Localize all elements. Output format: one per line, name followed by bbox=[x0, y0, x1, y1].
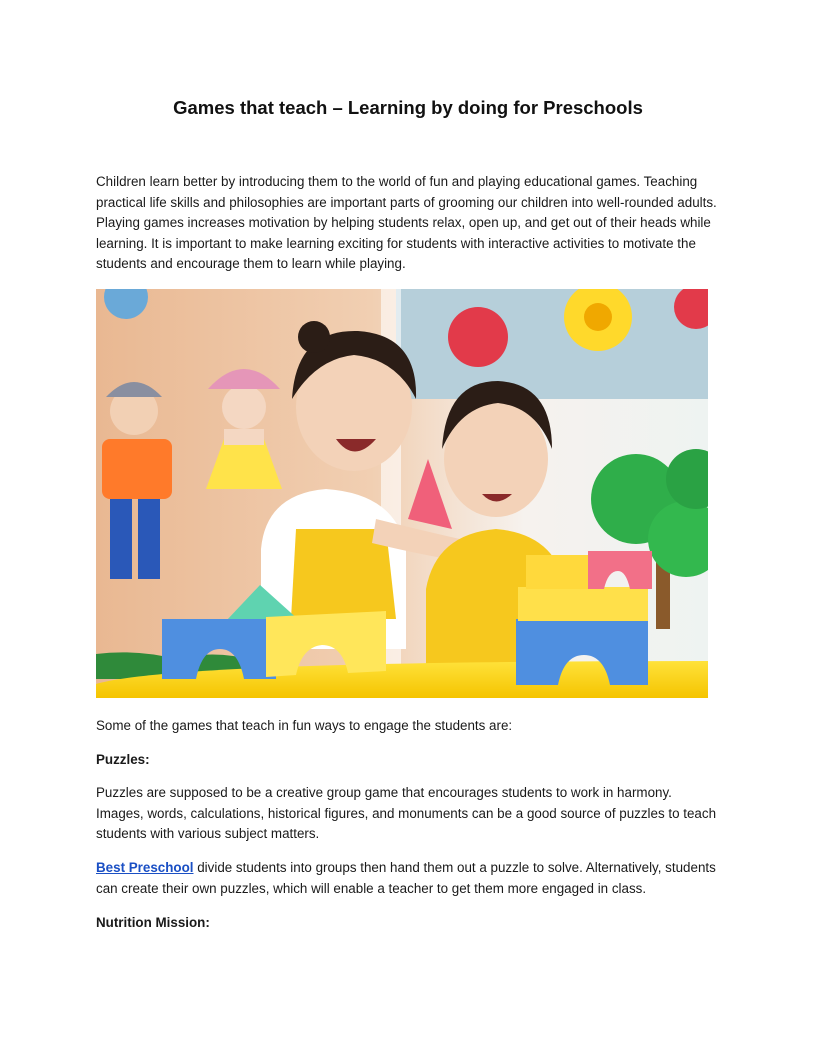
lead-in-text: Some of the games that teach in fun ways to engage the students are: bbox=[96, 718, 513, 733]
section-heading-nutrition-mission: Nutrition Mission: bbox=[96, 915, 210, 930]
intro-paragraph: Children learn better by introducing them to the world of fun and playing educational games. Teaching practical life skills and philosophies are important parts of grooming our children into well-rounded adults. Playing games increases motivation by helping students relax, open up, and get out of their heads while learning. It is important to make learning exciting for students with interactive activities to motivate the students and encourage them to learn while playing. bbox=[96, 174, 717, 272]
best-preschool-link[interactable]: Best Preschool bbox=[96, 860, 194, 875]
best-preschool-paragraph-rest: divide students into groups then hand them out a puzzle to solve. Alternatively, students can create their own puzzles, which will enable a teacher to get them more engaged in class. bbox=[96, 860, 716, 896]
puzzles-paragraph: Puzzles are supposed to be a creative group game that encourages students to work in harmony. Images, words, calculations, historical figures, and monuments can be a good source of puzzles to teach students with various subject matters. bbox=[96, 785, 717, 842]
section-heading-puzzles: Puzzles: bbox=[96, 752, 150, 767]
document-title: Games that teach – Learning by doing for Preschools bbox=[173, 97, 643, 118]
children-playing-photo bbox=[96, 289, 708, 698]
best-preschool-paragraph bbox=[96, 858, 720, 899]
